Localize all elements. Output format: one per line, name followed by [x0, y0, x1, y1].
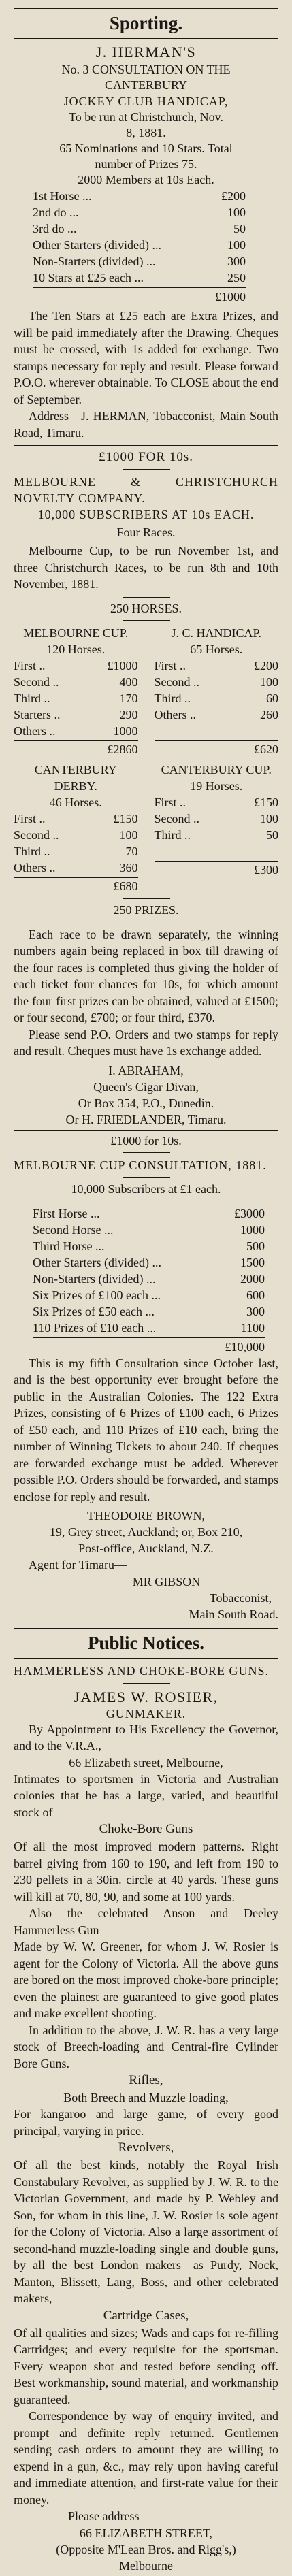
sig-line: Or Box 354, P.O., Dunedin. — [78, 1096, 214, 1110]
rosier-addr3: (Opposite M'Lean Bros. and Rigg's,) — [56, 2542, 236, 2556]
rosier-name: JAMES W. ROSIER, — [74, 1688, 218, 1706]
table-row: Third .. 60 — [154, 691, 278, 705]
prize-row: 110 Prizes of £10 each ... 1100 — [33, 1320, 265, 1335]
table-row: Others .. 360 — [14, 860, 138, 875]
race-table-bottom — [14, 762, 278, 894]
sig-line: Queen's Cigar Divan, — [93, 1079, 199, 1094]
table-row: First .. £150 — [154, 795, 278, 809]
prize-row: 3rd do ... 50 — [33, 222, 246, 235]
novelty-subs: 10,000 SUBSCRIBERS AT 10s EACH. — [37, 508, 255, 521]
table-row: Starters .. 290 — [14, 707, 138, 721]
public-notices-heading: Public Notices. — [88, 1632, 204, 1653]
short-rule — [123, 1683, 170, 1684]
col-title: J. C. HANDICAP. — [171, 625, 262, 640]
brown-signature — [14, 1507, 278, 1556]
herman-body: The Ten Stars at £25 each are Extra Prizes, and will be paid immediately after the Drawing. Cheques must be crossed, with 1s added for exchange. Two stamps necessary for reply and result. Please forward P.O.O. wherever obtainable. To CLOSE about the end of September. — [14, 309, 278, 406]
prize-row: 10 Stars at £25 each ... 250 — [33, 271, 246, 284]
table-row: Second .. 100 — [14, 828, 138, 842]
herman-address: Address—J. HERMAN, Tobacconist, Main South Road, Timaru. — [14, 409, 278, 440]
col-title: MELBOURNE CUP. — [23, 625, 129, 640]
herman-name: J. HERMAN'S — [95, 44, 197, 61]
sig-name: I. ABRAHAM, — [108, 1063, 184, 1077]
sporting-heading: Sporting. — [109, 13, 183, 33]
col-count: 19 Horses. — [190, 779, 243, 793]
top-rule — [14, 8, 278, 9]
gibson-signature — [14, 1574, 278, 1623]
horses-line: 250 HORSES. — [110, 601, 182, 615]
herman-sub6: 65 Nominations and 10 Stars. Total — [59, 142, 233, 155]
divider — [14, 445, 278, 446]
prize-row: Other Starters (divided) ... 100 — [33, 238, 246, 252]
divider — [14, 1130, 278, 1131]
herman-sub7: number of Prizes 75. — [95, 157, 197, 171]
prize-total: £10,000 — [33, 1337, 265, 1355]
short-rule — [123, 469, 170, 470]
please-address: Please address— — [68, 2509, 152, 2523]
sig-name: MR GIBSON — [132, 1574, 201, 1588]
sig-line: Or H. FRIEDLANDER, Timaru. — [65, 1112, 227, 1126]
herman-prize-table — [14, 188, 278, 305]
rosier-body5: Made by W. W. Greener, for whom J. W. Rosier is agent for the Colony of Victoria. All the above guns are bored on the most improved choke-bore principle; even the plainest are guaranteed to give good plates and make excellent shooting. — [14, 1940, 278, 2020]
agent-line: Agent for Timaru— — [29, 1558, 127, 1571]
hammerless-title: HAMMERLESS AND CHOKE-BORE GUNS. — [14, 1663, 270, 1678]
table-row: First .. £1000 — [14, 658, 138, 672]
novelty-body3: Please send P.O. Orders and two stamps for reply and result. Cheques must have 1s exchange added. — [14, 1027, 278, 1058]
rosier-addr2: 66 ELIZABETH STREET, — [79, 2526, 213, 2540]
short-rule — [123, 1177, 170, 1178]
herman-sub2: CANTERBURY — [104, 78, 188, 92]
prize-row: 1st Horse ... £200 — [33, 189, 246, 203]
sig-name: THEODORE BROWN, — [87, 1509, 205, 1522]
prizes-line: 250 PRIZES. — [113, 902, 179, 917]
table-row: First .. £150 — [14, 811, 138, 826]
cup-subs: 10,000 Subscribers at £1 each. — [71, 1181, 221, 1196]
prize-row: Six Prizes of £100 each ... 600 — [33, 1288, 265, 1302]
cartridge-heading: Cartridge Cases, — [103, 2308, 189, 2323]
choke-bore-heading: Choke-Bore Guns — [99, 1822, 193, 1836]
rosier-address: 66 Elizabeth street, Melbourne, — [69, 1755, 223, 1770]
herman-sub3: JOCKEY CLUB HANDICAP, — [63, 95, 229, 108]
cup-price: £1000 for 10s. — [110, 1133, 182, 1147]
prize-total: £1000 — [33, 287, 246, 305]
col-count: 120 Horses. — [46, 642, 106, 656]
herman-advert — [14, 43, 278, 441]
abraham-signature — [14, 1062, 278, 1128]
cup-prize-table — [14, 1205, 278, 1355]
canterbury-cup-col — [155, 762, 279, 894]
table-row: First .. £200 — [154, 658, 278, 672]
jc-handicap-col — [155, 625, 279, 757]
rifles-heading: Rifles, — [129, 2073, 163, 2087]
prize-row: Non-Starters (divided) ... 2000 — [33, 1271, 265, 1286]
novelty-body: Melbourne Cup, to be run November 1st, and three Christchurch Races, to be run 8th and 10th November, 1881. — [14, 544, 278, 591]
short-rule — [123, 597, 170, 598]
sig-line: Main South Road. — [189, 1607, 278, 1621]
novelty-price: £1000 FOR 10s. — [98, 450, 194, 464]
herman-header — [14, 62, 278, 188]
table-row: Second .. 400 — [14, 674, 138, 689]
prize-row: Third Horse ... 500 — [33, 1239, 265, 1253]
col-count: 46 Horses. — [49, 795, 102, 809]
rosier-body6: In addition to the above, J. W. R. has a very large stock of Breech-loading and Central-fire Cylinder Bore Guns. — [14, 2023, 278, 2070]
rosier-addr4: Melbourne — [119, 2558, 173, 2573]
col-count: 65 Horses. — [190, 642, 243, 656]
table-row: Third .. 70 — [14, 844, 138, 858]
herman-sub1: No. 3 CONSULTATION ON THE — [61, 63, 231, 76]
novelty-body2: Each race to be drawn separately, the winning numbers again being replaced in box till drawing of the four races is completed thus giving the holder of each ticket four chances for 10s, for which amount the four first prizes can be obtained, valued at £1500; or four second, £700; or four third, £370. — [14, 927, 278, 1024]
rosier-body10: Of all qualities and sizes; Wads and caps for re-filling Cartridges; and every requisite for the sportsman. Every weapon shot and tested before sending off. Best workmanship, sound material, and workmanship guaranteed. — [14, 2326, 278, 2407]
melbourne-cup-col — [14, 625, 138, 757]
section-rule — [14, 1658, 278, 1659]
sig-line: Post-office, Auckland, N.Z. — [78, 1542, 214, 1555]
cup-body: This is my fifth Consultation since October last, and is the best opportunity ever brought before the public in the Australian Colonies. The 122 Extra Prizes, consisting of 6 Prizes of £100 each, 6 Prizes of £50 each, and 110 Prizes of £10 each, bring the number of Winning Tickets to about 240. If cheques are forwarded exchange must be added. Wherever possible P.O. Orders should be forwarded, and stamps enclose for reply and result. — [14, 1356, 278, 1503]
col-title: CANTERBURY DERBY. — [34, 762, 117, 793]
herman-sub8: 2000 Members at 10s Each. — [78, 173, 214, 186]
col-title: CANTERBURY CUP. — [161, 762, 272, 777]
novelty-advert — [14, 450, 278, 1128]
section-rule — [14, 1628, 278, 1629]
rosier-body7: Both Breech and Muzzle loading, — [63, 2091, 229, 2104]
race-table-top — [14, 625, 278, 757]
rosier-body11: Correspondence by way of enquiry invited, and prompt and definite reply returned. Gentlemen sending cash orders to amount they are willing to expend in a gun, &c., may rely upon having careful and immediate attention, and first-rate value for their money. — [14, 2409, 278, 2507]
rosier-advert — [14, 1663, 278, 2574]
short-rule — [123, 898, 170, 899]
short-rule — [123, 620, 170, 621]
sig-line: 19, Grey street, Auckland; or, Box 210, — [49, 1525, 243, 1539]
cup-title: MELBOURNE CUP CONSULTATION, 1881. — [14, 1158, 267, 1172]
table-row: Third .. 170 — [14, 691, 138, 705]
short-rule — [123, 1152, 170, 1153]
rosier-body4: Also the celebrated Anson and Deeley Hammerless Gun — [14, 1906, 278, 1937]
melbourne-cup-advert — [14, 1134, 278, 1623]
rosier-role: GUNMAKER. — [106, 1706, 186, 1721]
table-total: £680 — [14, 877, 138, 894]
rosier-body2: Intimates to sportsmen in Victoria and Australian colonies that he has a large, varied, and beautiful stock of — [14, 1772, 278, 1819]
prize-row: First Horse ... £3000 — [33, 1206, 265, 1220]
sig-line: Tobacconist, — [209, 1591, 272, 1605]
table-row: Third .. 50 — [154, 828, 278, 842]
prize-row: Non-Starters (divided) ... 300 — [33, 255, 246, 268]
prize-row: Six Prizes of £50 each ... 300 — [33, 1304, 265, 1318]
rosier-body3: Of all the most improved modern patterns. Right barrel giving from 160 to 190, and left from 190 to 230 pellets in a 30in. circle at 40 yards. These guns will kill at 70, 80, 90, and some at 100 yards. — [14, 1840, 278, 1904]
rosier-body9: Of all the best kinds, notably the Royal Irish Constabulary Revolver, as supplied by J. W. R. to the Victorian Government, and made by P. Webley and Son, for whom in this line, J. W. Rosier is sole agent for the Colony of Victoria. Also a large assortment of second-hand muzzle-loading single and double guns, by all the best London makers—as Purdy, Nock, Manton, Blissett, Lang, Boss, and other celebrated makers, — [14, 2158, 278, 2305]
rosier-body8: For kangaroo and large game, of every good principal, varying in price. — [14, 2107, 278, 2138]
prize-row: Second Horse ... 1000 — [33, 1222, 265, 1237]
herman-sub5: 8, 1881. — [126, 126, 166, 140]
table-row: Others .. 1000 — [14, 723, 138, 738]
table-row: Second .. 100 — [154, 811, 278, 826]
herman-sub4: To be run at Christchurch, Nov. — [68, 110, 224, 124]
novelty-title: MELBOURNE & CHRISTCHURCH NOVELTY COMPANY. — [14, 475, 278, 505]
four-races: Four Races. — [116, 525, 176, 539]
revolvers-heading: Revolvers, — [118, 2140, 174, 2155]
table-total: £2860 — [14, 740, 138, 757]
table-total: £620 — [155, 740, 279, 757]
prize-row: Other Starters (divided) ... 1500 — [33, 1255, 265, 1269]
table-row: Others .. 260 — [154, 707, 278, 721]
canterbury-derby-col — [14, 762, 138, 894]
table-row: Second .. 100 — [154, 674, 278, 689]
table-total: £300 — [155, 861, 279, 878]
prize-row: 2nd do ... 100 — [33, 206, 246, 219]
rosier-body1: By Appointment to His Excellency the Governor, and to the V.R.A., — [14, 1722, 278, 1752]
sporting-rule — [14, 38, 278, 39]
